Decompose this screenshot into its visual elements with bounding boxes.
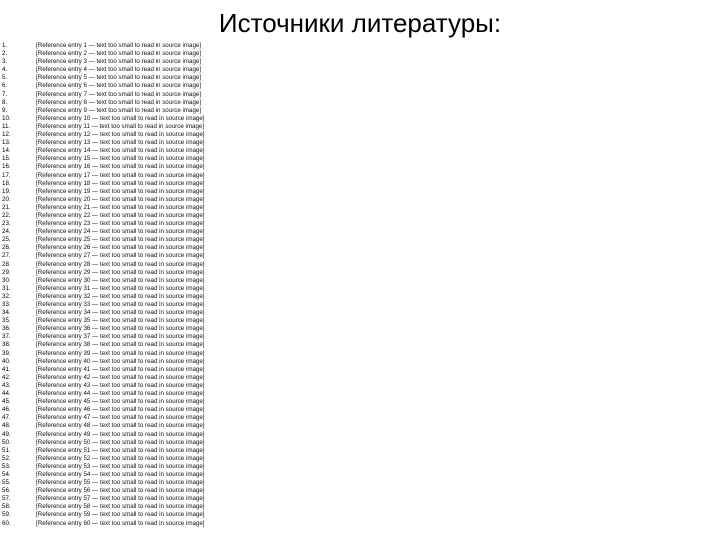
reference-text: [Reference entry 17 — text too small to read in source image]: [36, 171, 205, 179]
reference-number: 47.: [2, 414, 11, 422]
reference-number: 1.: [2, 42, 8, 49]
reference-text: [Reference entry 15 — text too small to read in source image]: [36, 155, 205, 163]
reference-text: [Reference entry 56 — text too small to read in source image]: [36, 487, 205, 495]
page-title: Источники литературы:: [218, 8, 502, 38]
reference-number: 31.: [2, 284, 11, 292]
reference-item: [2, 131, 718, 139]
reference-text: [Reference entry 27 — text too small to read in source image]: [36, 252, 205, 260]
reference-item: [2, 66, 718, 74]
reference-number: 5.: [2, 74, 8, 82]
reference-text: [Reference entry 26 — text too small to read in source image]: [36, 244, 205, 252]
reference-item: [2, 155, 718, 163]
reference-item: [2, 414, 718, 422]
reference-number: 27.: [2, 252, 11, 260]
reference-text: [Reference entry 44 — text too small to read in source image]: [36, 390, 205, 398]
reference-item: [2, 163, 718, 171]
reference-text: [Reference entry 6 — text too small to read in source image]: [36, 82, 202, 90]
reference-item: [2, 99, 718, 107]
reference-item: [2, 422, 718, 430]
reference-number: 25.: [2, 236, 11, 244]
reference-text: [Reference entry 51 — text too small to read in source image]: [36, 446, 205, 454]
reference-item: [2, 503, 718, 511]
reference-text: [Reference entry 24 — text too small to read in source image]: [36, 228, 205, 236]
reference-number: 20.: [2, 195, 11, 203]
reference-number: 44.: [2, 390, 11, 398]
reference-text: [Reference entry 10 — text too small to read in source image]: [36, 114, 205, 122]
reference-text: [Reference entry 25 — text too small to read in source image]: [36, 236, 205, 244]
reference-text: [Reference entry 2 — text too small to read in source image]: [36, 50, 202, 58]
reference-text: [Reference entry 36 — text too small to read in source image]: [36, 325, 205, 333]
reference-text: [Reference entry 59 — text too small to read in source image]: [36, 511, 205, 519]
reference-item: [2, 220, 718, 228]
reference-text: [Reference entry 34 — text too small to read in source image]: [36, 309, 205, 317]
reference-number: 14.: [2, 147, 11, 155]
reference-number: 22.: [2, 211, 11, 219]
reference-number: 32.: [2, 292, 11, 300]
reference-number: 50.: [2, 438, 11, 446]
reference-item: [2, 455, 718, 463]
reference-item: [2, 471, 718, 479]
reference-text: [Reference entry 40 — text too small to read in source image]: [36, 357, 205, 365]
reference-text: [Reference entry 21 — text too small to read in source image]: [36, 203, 205, 211]
reference-number: 58.: [2, 503, 11, 511]
reference-text: [Reference entry 54 — text too small to read in source image]: [36, 470, 205, 478]
reference-text: [Reference entry 45 — text too small to read in source image]: [36, 398, 205, 406]
reference-number: 6.: [2, 82, 8, 90]
reference-item: [2, 390, 718, 398]
reference-number: 42.: [2, 373, 11, 381]
reference-number: 11.: [2, 122, 11, 130]
reference-number: 46.: [2, 406, 11, 414]
reference-item: [2, 309, 718, 317]
reference-text: [Reference entry 43 — text too small to read in source image]: [36, 381, 205, 389]
reference-text: [Reference entry 28 — text too small to read in source image]: [36, 260, 205, 268]
reference-item: [2, 366, 718, 374]
reference-number: 9.: [2, 106, 8, 114]
reference-item: [2, 341, 718, 349]
reference-number: 3.: [2, 58, 8, 66]
reference-number: 39.: [2, 349, 11, 357]
reference-item: [2, 107, 718, 115]
reference-item: [2, 285, 718, 293]
reference-text: [Reference entry 29 — text too small to read in source image]: [36, 268, 205, 276]
reference-item: [2, 261, 718, 269]
reference-text: [Reference entry 41 — text too small to read in source image]: [36, 365, 205, 373]
reference-number: 19.: [2, 187, 11, 195]
reference-text: [Reference entry 37 — text too small to read in source image]: [36, 333, 205, 341]
reference-number: 8.: [2, 98, 8, 106]
reference-text: [Reference entry 46 — text too small to read in source image]: [36, 406, 205, 414]
reference-number: 35.: [2, 317, 11, 325]
reference-number: 57.: [2, 495, 11, 503]
reference-number: 59.: [2, 511, 11, 519]
reference-number: 53.: [2, 462, 11, 470]
reference-number: 23.: [2, 220, 11, 228]
reference-number: 28.: [2, 260, 11, 268]
reference-text: [Reference entry 22 — text too small to read in source image]: [36, 211, 205, 219]
reference-text: [Reference entry 60 — text too small to read in source image]: [36, 519, 205, 527]
reference-item: [2, 382, 718, 390]
reference-text: [Reference entry 13 — text too small to read in source image]: [36, 139, 205, 147]
reference-number: 40.: [2, 357, 11, 365]
reference-item: [2, 58, 718, 66]
reference-number: 15.: [2, 155, 11, 163]
reference-text: [Reference entry 18 — text too small to read in source image]: [36, 179, 205, 187]
reference-number: 41.: [2, 365, 11, 373]
reference-text: [Reference entry 49 — text too small to read in source image]: [36, 430, 205, 438]
reference-text: [Reference entry 19 — text too small to read in source image]: [36, 187, 205, 195]
reference-text: [Reference entry 23 — text too small to read in source image]: [36, 220, 205, 228]
reference-number: 34.: [2, 309, 11, 317]
reference-number: 56.: [2, 487, 11, 495]
reference-item: [2, 42, 718, 50]
reference-item: [2, 252, 718, 260]
reference-item: [2, 398, 718, 406]
reference-item: [2, 244, 718, 252]
reference-item: [2, 139, 718, 147]
reference-item: [2, 358, 718, 366]
reference-text: [Reference entry 52 — text too small to read in source image]: [36, 454, 205, 462]
reference-text: [Reference entry 50 — text too small to read in source image]: [36, 438, 205, 446]
reference-text: [Reference entry 9 — text too small to read in source image]: [36, 106, 202, 114]
reference-number: 7.: [2, 90, 8, 98]
reference-number: 21.: [2, 203, 11, 211]
reference-number: 43.: [2, 381, 11, 389]
reference-number: 18.: [2, 179, 11, 187]
reference-number: 60.: [2, 519, 11, 527]
reference-item: [2, 495, 718, 503]
reference-number: 52.: [2, 454, 11, 462]
reference-item: [2, 204, 718, 212]
reference-text: [Reference entry 47 — text too small to read in source image]: [36, 414, 205, 422]
reference-item: [2, 196, 718, 204]
reference-text: [Reference entry 42 — text too small to read in source image]: [36, 373, 205, 381]
reference-item: [2, 188, 718, 196]
reference-item: [2, 511, 718, 519]
reference-text: [Reference entry 30 — text too small to read in source image]: [36, 276, 205, 284]
reference-item: [2, 406, 718, 414]
reference-number: 48.: [2, 422, 11, 430]
reference-item: [2, 350, 718, 358]
reference-number: 38.: [2, 341, 11, 349]
reference-text: [Reference entry 57 — text too small to read in source image]: [36, 495, 205, 503]
reference-text: [Reference entry 38 — text too small to read in source image]: [36, 341, 205, 349]
reference-number: 29.: [2, 268, 11, 276]
reference-number: 51.: [2, 446, 11, 454]
reference-text: [Reference entry 14 — text too small to read in source image]: [36, 147, 205, 155]
reference-number: 33.: [2, 301, 11, 308]
reference-item: [2, 236, 718, 244]
reference-number: 55.: [2, 479, 11, 487]
reference-text: [Reference entry 8 — text too small to read in source image]: [36, 98, 202, 106]
reference-text: [Reference entry 1 — text too small to read in source image]: [36, 42, 202, 49]
reference-number: 49.: [2, 430, 11, 438]
reference-item: [2, 325, 718, 333]
reference-item: [2, 172, 718, 180]
reference-item: [2, 82, 718, 90]
reference-number: 10.: [2, 114, 11, 122]
reference-number: 13.: [2, 139, 11, 147]
reference-number: 54.: [2, 470, 11, 478]
reference-number: 37.: [2, 333, 11, 341]
reference-item: [2, 91, 718, 99]
reference-text: [Reference entry 33 — text too small to read in source image]: [36, 301, 205, 308]
reference-item: [2, 147, 718, 155]
reference-text: [Reference entry 11 — text too small to read in source image]: [36, 122, 205, 130]
reference-number: 24.: [2, 228, 11, 236]
reference-text: [Reference entry 3 — text too small to read in source image]: [36, 58, 202, 66]
reference-number: 17.: [2, 171, 11, 179]
reference-text: [Reference entry 7 — text too small to read in source image]: [36, 90, 202, 98]
reference-item: [2, 74, 718, 82]
reference-item: [2, 269, 718, 277]
reference-number: 2.: [2, 50, 8, 58]
reference-text: [Reference entry 4 — text too small to read in source image]: [36, 66, 202, 74]
reference-item: [2, 447, 718, 455]
reference-text: [Reference entry 58 — text too small to read in source image]: [36, 503, 205, 511]
reference-number: 45.: [2, 398, 11, 406]
reference-item: [2, 228, 718, 236]
reference-number: 16.: [2, 163, 11, 171]
reference-item: [2, 520, 718, 528]
reference-number: 26.: [2, 244, 11, 252]
reference-number: 36.: [2, 325, 11, 333]
reference-text: [Reference entry 55 — text too small to read in source image]: [36, 479, 205, 487]
reference-list: [2, 42, 718, 528]
reference-text: [Reference entry 53 — text too small to read in source image]: [36, 462, 205, 470]
reference-item: [2, 374, 718, 382]
reference-number: 12.: [2, 131, 11, 139]
reference-text: [Reference entry 20 — text too small to read in source image]: [36, 195, 205, 203]
reference-item: [2, 277, 718, 285]
reference-text: [Reference entry 16 — text too small to read in source image]: [36, 163, 205, 171]
reference-item: [2, 301, 718, 309]
reference-text: [Reference entry 39 — text too small to read in source image]: [36, 349, 205, 357]
reference-item: [2, 431, 718, 439]
reference-item: [2, 487, 718, 495]
reference-item: [2, 212, 718, 220]
reference-number: 4.: [2, 66, 8, 74]
reference-item: [2, 317, 718, 325]
reference-number: 30.: [2, 276, 11, 284]
reference-item: [2, 180, 718, 188]
reference-text: [Reference entry 31 — text too small to read in source image]: [36, 284, 205, 292]
reference-item: [2, 50, 718, 58]
reference-text: [Reference entry 32 — text too small to read in source image]: [36, 292, 205, 300]
reference-item: [2, 463, 718, 471]
reference-item: [2, 333, 718, 341]
reference-item: [2, 115, 718, 123]
reference-item: [2, 479, 718, 487]
reference-text: [Reference entry 5 — text too small to read in source image]: [36, 74, 202, 82]
reference-item: [2, 439, 718, 447]
reference-item: [2, 123, 718, 131]
reference-text: [Reference entry 48 — text too small to read in source image]: [36, 422, 205, 430]
reference-item: [2, 293, 718, 301]
reference-text: [Reference entry 12 — text too small to read in source image]: [36, 131, 205, 139]
reference-text: [Reference entry 35 — text too small to read in source image]: [36, 317, 205, 325]
